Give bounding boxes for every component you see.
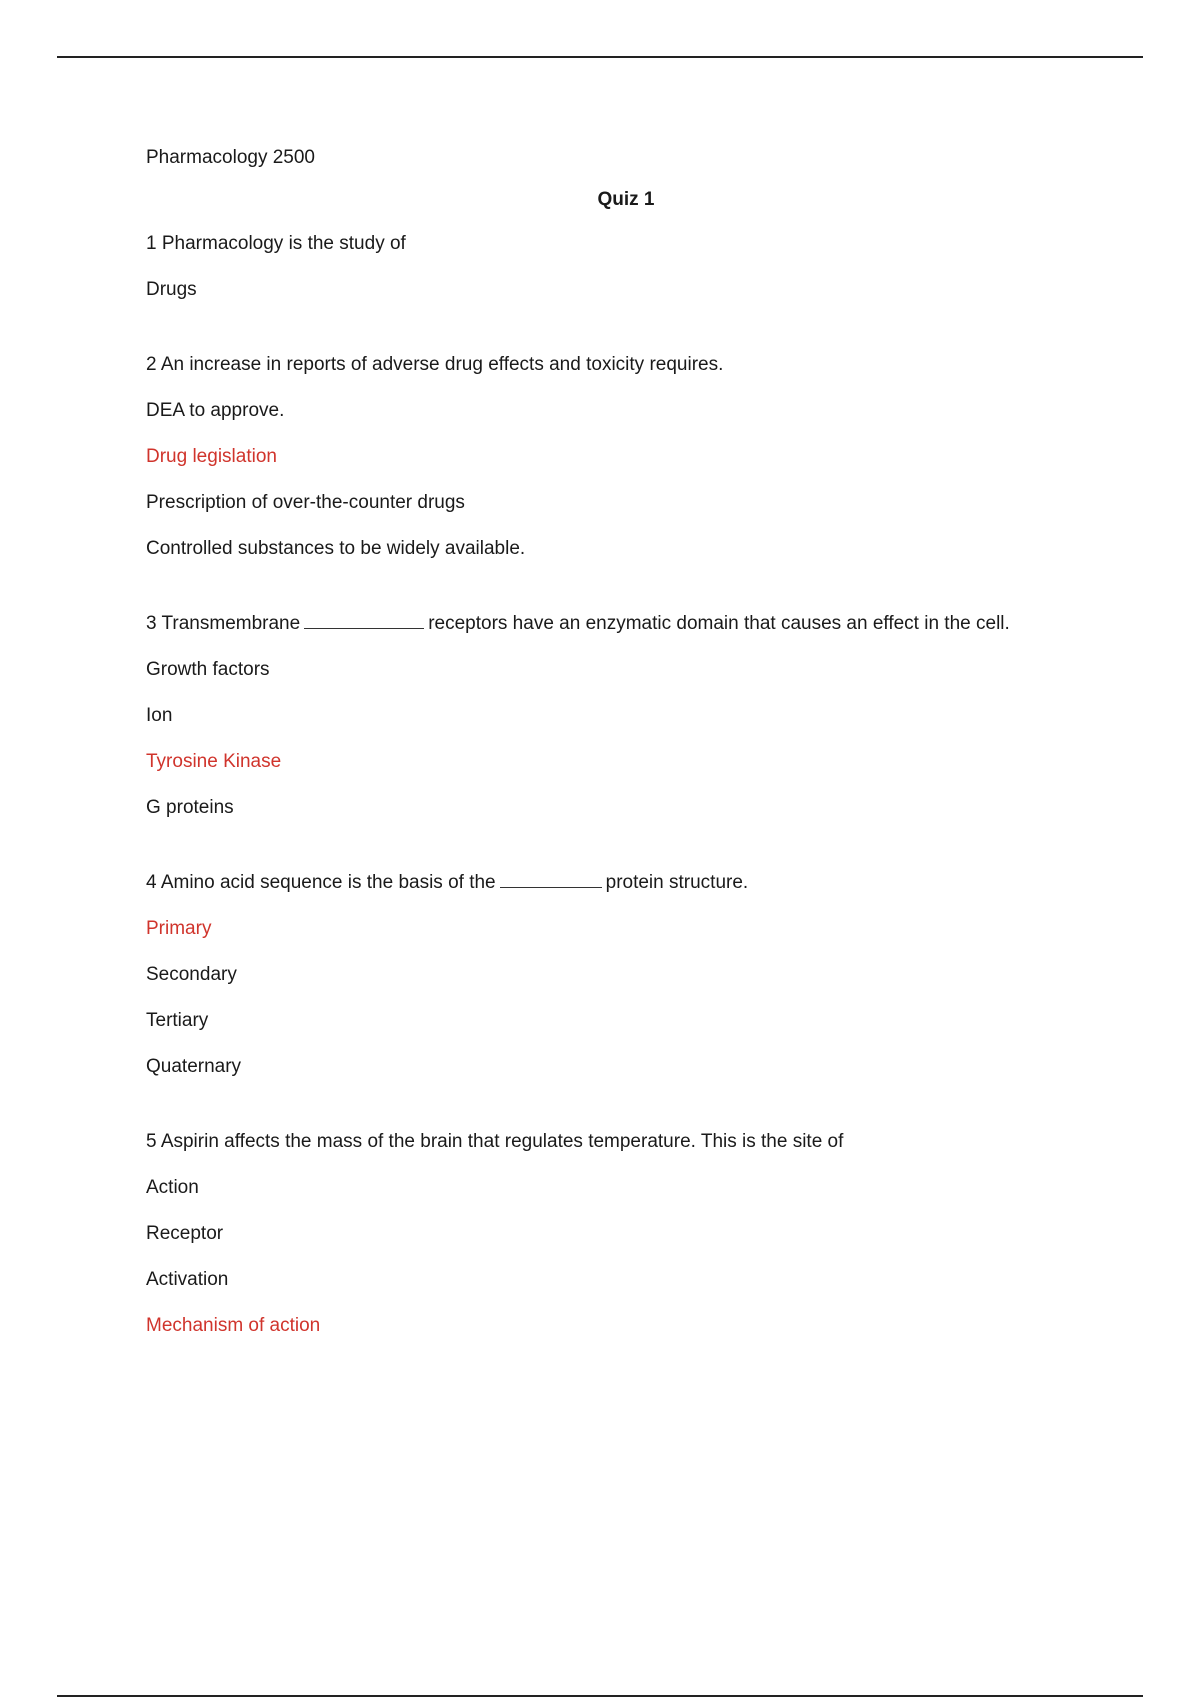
question-number: 4 [146, 872, 157, 893]
answer-option-correct: Mechanism of action [146, 1315, 321, 1336]
answer-option: Prescription of over-the-counter drugs [146, 492, 465, 513]
question-1 [146, 229, 1066, 305]
question-1-text [146, 229, 1066, 259]
question-5 [146, 1127, 1066, 1341]
answer-option-correct: Tyrosine Kinase [146, 751, 282, 772]
footer-rule [57, 1695, 1143, 1697]
question-stem: Pharmacology is the study of [161, 233, 406, 254]
fill-in-blank [500, 886, 602, 888]
answer-option: Action [146, 1177, 199, 1198]
question-stem: Aspirin affects the mass of the brain that regulates temperature. This is the site of [160, 1131, 844, 1152]
answer-option: Tertiary [146, 1010, 209, 1031]
answer-option: Ion [146, 705, 173, 726]
question-number: 2 [146, 354, 157, 375]
answer-option: Activation [146, 1269, 229, 1290]
header-rule [57, 56, 1143, 58]
question-2-text [146, 350, 1066, 380]
question-stem: Transmembrane [161, 613, 301, 634]
course-name: Pharmacology 2500 [146, 147, 315, 168]
answer-option-correct: Primary [146, 918, 212, 939]
question-3 [146, 609, 1066, 823]
question-stem: An increase in reports of adverse drug effects and toxicity requires. [160, 354, 724, 375]
question-4 [146, 868, 1066, 1082]
question-number: 1 [146, 233, 157, 254]
answer-option: Drugs [146, 279, 197, 300]
question-stem: Amino acid sequence is the basis of the [160, 872, 496, 893]
question-5-text [146, 1127, 1066, 1157]
answer-option: Controlled substances to be widely available. [146, 538, 526, 559]
answer-option: Secondary [146, 964, 237, 985]
question-stem-continued: protein structure. [605, 872, 749, 893]
answer-option: DEA to approve. [146, 400, 285, 421]
answer-option: G proteins [146, 797, 234, 818]
answer-option: Growth factors [146, 659, 270, 680]
question-4-text [146, 868, 1066, 898]
question-stem-continued: receptors have an enzymatic domain that causes an effect in the cell. [428, 613, 1010, 634]
fill-in-blank [304, 627, 424, 629]
quiz-title: Quiz 1 [597, 189, 655, 210]
quiz-document [146, 145, 1066, 1357]
answer-option: Receptor [146, 1223, 224, 1244]
answer-option-correct: Drug legislation [146, 446, 277, 467]
question-2 [146, 350, 1066, 564]
question-number: 5 [146, 1131, 157, 1152]
answer-option: Quaternary [146, 1056, 242, 1077]
question-number: 3 [146, 613, 157, 634]
question-3-text [146, 609, 1066, 639]
